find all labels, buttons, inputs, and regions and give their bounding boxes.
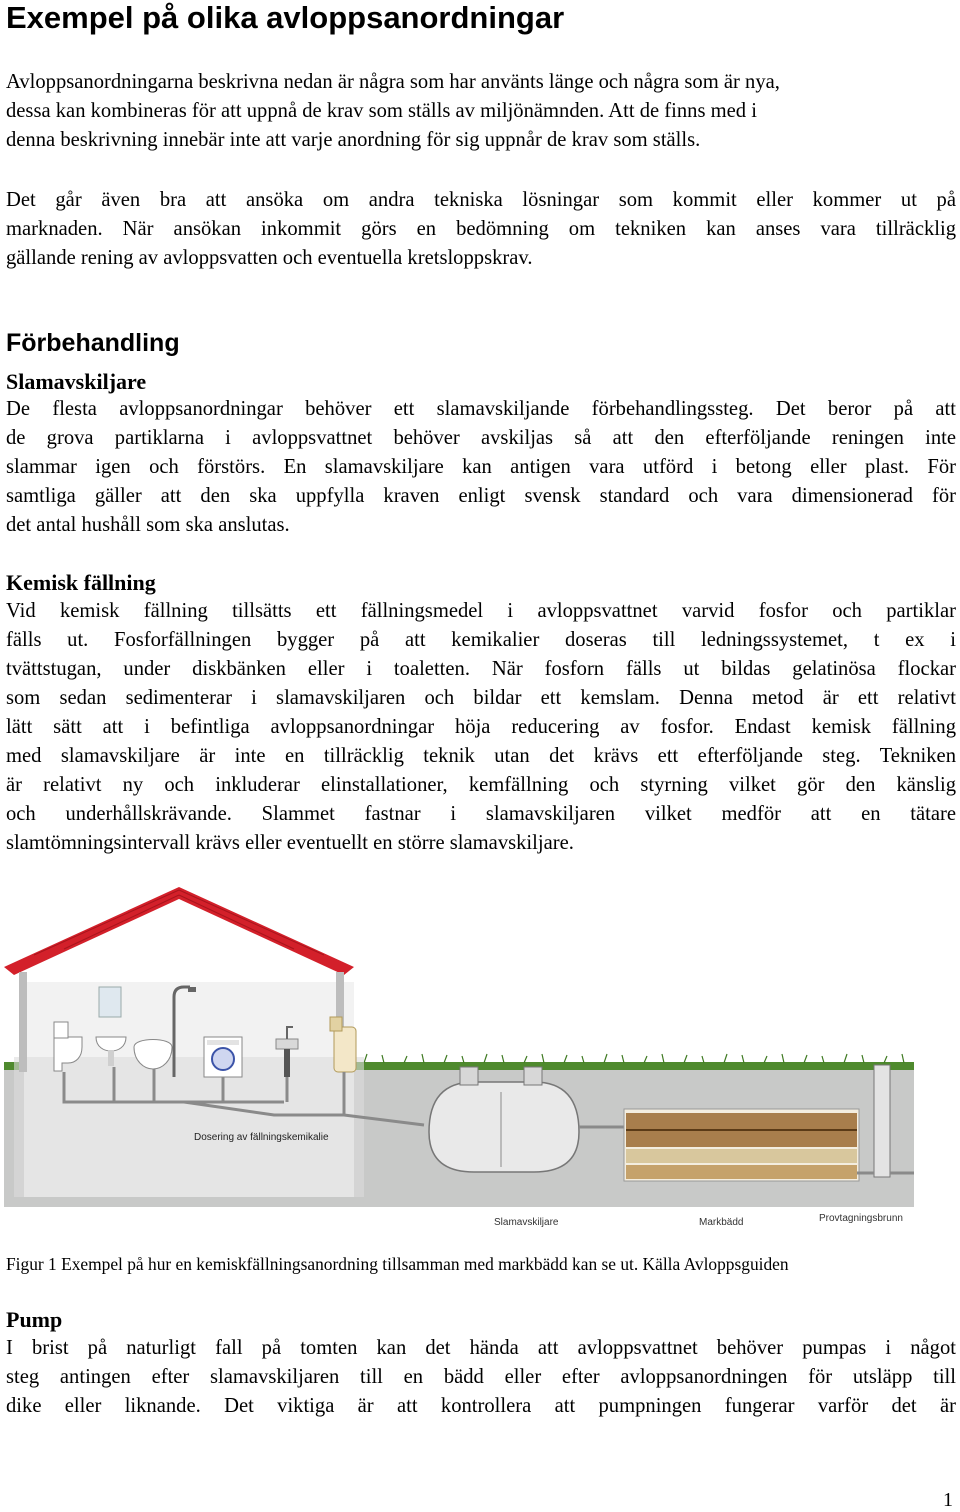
figure-caption: Figur 1 Exempel på hur en kemiskfällningsanordning tillsamman med markbädd kan se ut. Källa Avloppsguiden [6,1254,789,1274]
text-line: samtliga gäller att den ska uppfylla kraven enligt svensk standard och vara dimensionerad för [6,485,956,507]
text-line: dessa kan kombineras för att uppnå de krav som ställs av miljönämnden. Att de finns med i [6,100,757,122]
text-line: steg antingen efter slamavskiljaren till en bädd eller efter avloppsanordningen för utsläpp till [6,1366,956,1388]
washing-machine-icon [204,1037,242,1077]
text-line: dike eller liknande. Det viktiga är att kontrollera att pumpningen fungerar varför det är [6,1395,956,1417]
text-line: tvättstugan, under diskbänken eller i toaletten. När fosforn fälls ut bildas gelatinösa flockar [6,658,956,680]
text-line: Det går även bra att ansöka om andra tekniska lösningar som kommit eller kommer ut på [6,189,956,211]
text-line: fälls ut. Fosforfällningen bygger på att kemikalier doseras till ledningssystemet, t ex i [6,629,956,651]
label-markbadd: Markbädd [699,1217,744,1228]
label-slamavskiljare: Slamavskiljare [494,1217,559,1228]
wastewater-system-illustration [4,887,944,1232]
house-foundation [14,1057,364,1197]
text-line: De flesta avloppsanordningar behöver ett slamavskiljande förbehandlingssteg. Det beror på att [6,398,956,420]
text-line: gällande rening av avloppsvatten och eventuella kretsloppskrav. [6,247,533,269]
subheading-pump: Pump [6,1307,63,1332]
text-line: marknaden. När ansökan inkommit görs en bedömning om tekniken kan anses vara tillräcklig [6,218,956,240]
mirror-icon [99,987,121,1017]
slamavskiljare-paragraph [6,395,956,540]
text-line: slamtömningsintervall krävs eller eventuellt en större slamavskiljare. [6,832,574,854]
text-line: som sedan sedimenterar i slamavskiljaren och bildar ett kemslam. Denna metod är ett relativt [6,687,956,709]
text-line: det antal hushåll som ska anslutas. [6,514,290,536]
text-line: är relativt ny och inkluderar elinstallationer, kemfällning och styrning vilket gör den känslig [6,774,956,796]
page-number: 1 [943,1489,953,1511]
text-line: de grova partiklarna i avloppsvattnet behöver avskiljas så att den efterföljande reningen inte [6,427,956,449]
section-heading-forbehandling: Förbehandling [6,329,180,357]
text-line: och underhållskrävande. Slammet fastnar i slamavskiljaren vilket medför att en tätare [6,803,956,825]
subheading-slamavskiljare: Slamavskiljare [6,369,147,394]
house-wall-left [19,972,27,1072]
label-dosering: Dosering av fällningskemikalie [194,1132,329,1143]
text-line: Vid kemisk fällning tillsätts ett fällningsmedel i avloppsvattnet varvid fosfor och partiklar [6,600,956,622]
subheading-kemisk-fallning: Kemisk fällning [6,570,156,595]
label-provtagningsbrunn: Provtagningsbrunn [819,1213,903,1224]
text-line: slammar igen och förstörs. En slamavskiljare kan antigen vara utförd i betong eller plast. För [6,456,956,478]
text-line: Avloppsanordningarna beskrivna nedan är några som har använts länge och några som är nya, [6,71,780,93]
text-line: med slamavskiljare är inte en tillräcklig teknik utan det krävs ett efterföljande steg. Tekniken [6,745,956,767]
kemisk-fallning-paragraph [6,597,956,858]
text-line: I brist på naturligt fall på tomten kan det hända att avloppsvattnet behöver pumpas i något [6,1337,956,1359]
intro-paragraph-1 [6,68,956,155]
pump-paragraph [6,1334,956,1421]
text-line: denna beskrivning innebär inte att varje anordning för sig uppnår de krav som ställs. [6,129,701,151]
roof [4,887,354,975]
intro-paragraph-2 [6,186,956,273]
sand-filter-bed [624,1109,859,1181]
text-line: lätt sätt att i befintliga avloppsanordningar höja reducering av fosfor. Endast kemisk fällning [6,716,956,738]
page-title: Exempel på olika avloppsanordningar [6,0,565,35]
